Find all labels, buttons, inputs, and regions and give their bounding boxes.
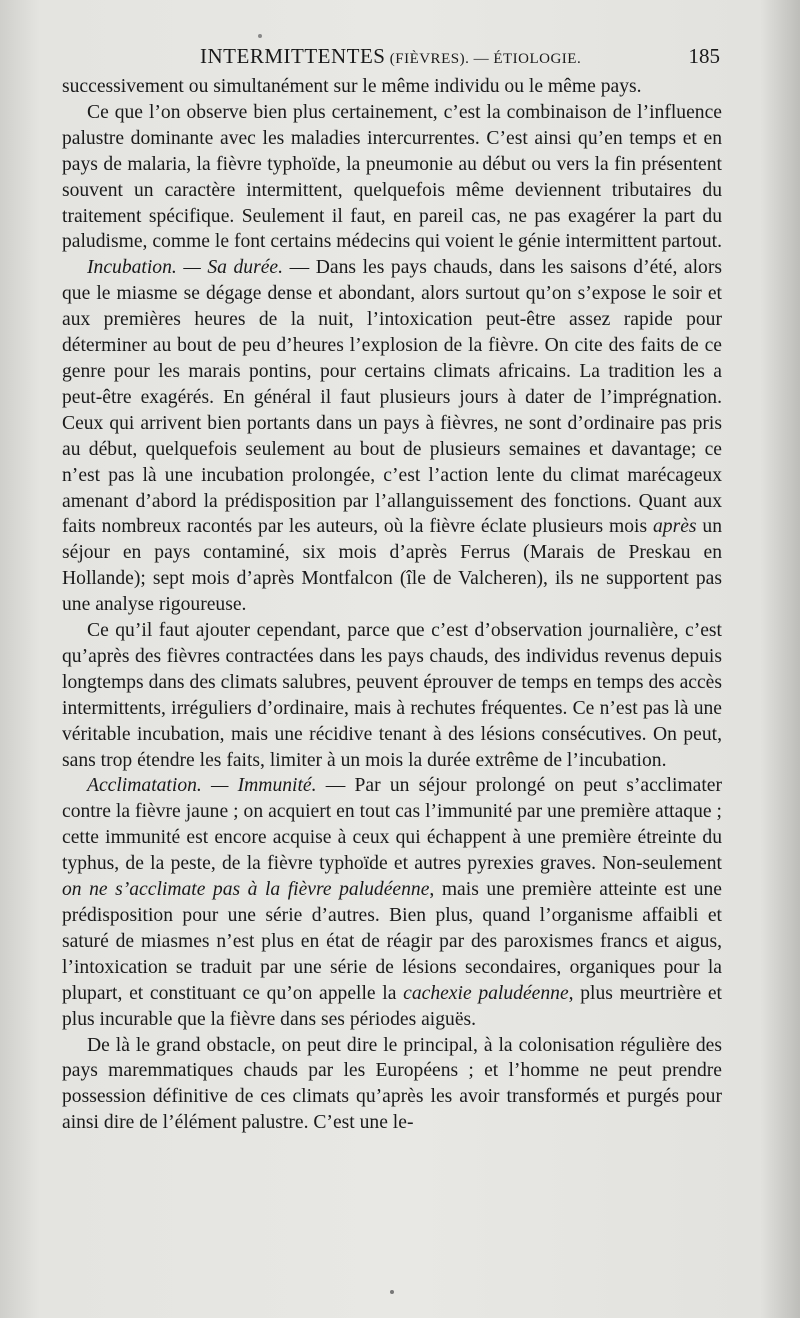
text-run: De là le grand obstacle, on peut dire le principal, à la colonisation régulière des pays maremmatiques chauds par les Européens ; et l’homme ne peut prendre possession définitive de ces climats qu’après les avoir transformés et purgés pour ainsi dire de l’élément palustre. C’est une le-: [62, 1034, 722, 1134]
text-run: , mais une première atteinte est une prédisposition pour une série d’autres. Bien plus, quand l’organisme affaibli et saturé de miasmes n’est plus en état de réagir par des paroxismes francs et aigus, l’intoxication se traduit par une série de lésions secondaires, organiques pour la plupart, et constituant ce qu’on appelle la: [62, 879, 722, 1004]
paragraph: [62, 773, 722, 1032]
page-number: 185: [688, 44, 720, 68]
printing-speck: [390, 1290, 394, 1294]
paragraph: [62, 618, 722, 773]
printing-speck: [258, 34, 262, 38]
italic-text: on ne s’acclimate pas à la fièvre paludéenne: [62, 879, 430, 901]
italic-text: cachexie paludéenne: [403, 982, 569, 1004]
italic-text: Incubation. — Sa durée.: [87, 257, 284, 279]
text-run: un séjour en pays contaminé, six mois d’après Ferrus (Marais de Preskau en Hollande); sept mois d’après Montfalcon (île de Valcheren), ils ne supportent pas une analyse rigoureuse.: [62, 516, 723, 616]
italic-text: Acclimatation. — Immunité.: [87, 775, 317, 797]
text-run: Ce qu’il faut ajouter cependant, parce que c’est d’observation journalière, c’est qu’après des fièvres contractées dans les pays chauds, des individus revenus depuis longtemps dans des climats salubres, peuvent éprouver de temps en temps des accès intermittents, irréguliers d’ordinaire, mais à rechutes fréquentes. Ce n’est pas là une véritable incubation, mais une récidive tenant à des lésions consécutives. On peut, sans trop étendre les faits, limiter à un mois la durée extrême de l’incubation.: [62, 620, 722, 771]
text-run: , plus meurtrière et plus incurable que la fièvre dans ses périodes aiguës.: [62, 982, 722, 1030]
running-header: [62, 44, 722, 72]
running-title: [200, 44, 581, 69]
body-text: [62, 74, 722, 1136]
paragraph: [62, 255, 722, 618]
text-run: successivement ou simultanément sur le même individu ou le même pays.: [62, 76, 642, 97]
text-run: — Dans les pays chauds, dans les saisons d’été, alors que le miasme se dégage dense et abondant, alors surtout qu’on s’expose le soir et aux premières heures de la nuit, l’intoxication peut-être assez rapide pour déterminer au bout de peu d’heures l’explosion de la fièvre. On cite des faits de ce genre pour les marais pontins, pour certains climats africains. La tradition les a peut-être exagérés. En général il faut plusieurs jours à dater de l’imprégnation. Ceux qui arrivent bien portants dans un pays à fièvres, ne sont d’ordinaire pas pris au début, quelquefois seulement au bout de plusieurs semaines et davantage; ce n’est pas là une incubation prolongée, c’est l’action lente du climat marécageux amenant d’abord la prédisposition par l’allanguissement des fonctions. Quant aux faits nombreux racontés par les auteurs, où la fièvre éclate plusieurs mois: [62, 257, 722, 538]
text-run: — Par un séjour prolongé on peut s’acclimater contre la fièvre jaune ; on acquiert en tout cas l’immunité par une première attaque ; cette immunité est encore acquise à ceux qui échappent à une première étreinte du typhus, de la peste, de la fièvre typhoïde et autres pyrexies graves. Non-seulement: [62, 775, 722, 875]
running-title-sub: (FIÈVRES). — ÉTIOLOGIE.: [385, 51, 582, 67]
running-title-main: INTERMITTENTES: [200, 44, 386, 68]
text-run: Ce que l’on observe bien plus certainement, c’est la combinaison de l’influence palustre dominante avec les maladies intercurrentes. C’est ainsi qu’en temps et en pays de malaria, la fièvre typhoïde, la pneumonie au début ou vers la fin présentent souvent un caractère intermittent, quelquefois même deviennent tributaires du traitement spécifique. Seulement il faut, en pareil cas, ne pas exagérer la part du paludisme, comme le font certains médecins qui voient le génie intermittent partout.: [62, 101, 723, 253]
paragraph: [62, 100, 722, 255]
paragraph: [62, 1033, 722, 1137]
italic-text: après: [653, 516, 697, 538]
paragraph: [62, 74, 722, 100]
